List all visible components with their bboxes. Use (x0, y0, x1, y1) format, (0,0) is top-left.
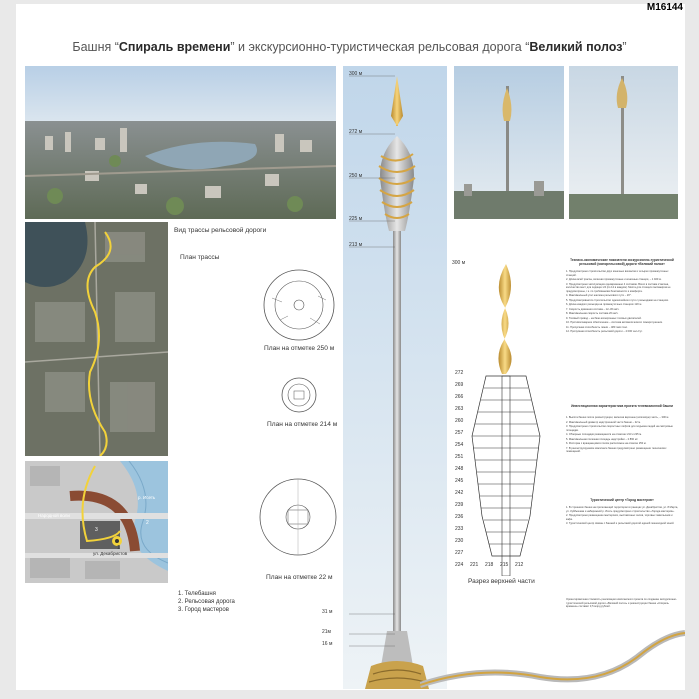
elev-mark-300: 300 м (349, 71, 363, 77)
elev-mark-16: 16 м (322, 641, 333, 647)
section-mark-239: 239 (455, 502, 464, 508)
plan-214-label: План на отметке 214 м (267, 421, 338, 428)
map-street-2: ул. Декабристов (93, 551, 128, 556)
elev-mark-250: 250 м (349, 173, 363, 179)
tower-photo-2-image (569, 66, 678, 219)
section-mark-224: 224 (455, 562, 464, 568)
section-mark-300: 300 м (452, 260, 466, 266)
floor-plan-250-drawing (262, 268, 336, 342)
section-mark-218: 218 (485, 562, 494, 568)
floor-plan-214-drawing (280, 376, 318, 414)
map-num-1: 1 (117, 545, 120, 551)
elev-mark-213: 213 м (349, 242, 363, 248)
note-item: 2. Максимальный диаметр надстроенной части башни – 22 м. (566, 420, 641, 424)
section-mark-215: 215 (500, 562, 509, 568)
note-item: 7. В реконструируемом комплексе башни предусмотрено размещение технических помещений. (566, 446, 667, 453)
note-item: 10. Противопожарное обеспечение – система автоматического пожаротушения. (566, 321, 663, 324)
note-item: 5. Максимальная полезная площадь надстройки – 2 860 м². (566, 437, 639, 441)
note-item: 1. В строениях башни на прилегающей территории в границах ул. Декабристов, ул. 8 Марта, ул. Куйбышева и набережной р. Исеть предусмотрено строительство «Города мастеров». (566, 506, 678, 513)
notes-heading-masters: Туристический центр «Город мастеров» (590, 498, 654, 502)
title-prefix: Башня “ (72, 40, 119, 54)
section-mark-260: 260 (455, 418, 464, 424)
note-item: 3. Предусмотрено эксплуатация одновременно 4 составов. Всего в составе 2 вагона, количество мест для сидящих 24 (по 12 в каждом). Места для стоящих пассажиров не предусмотрены, т.к. по требованиям безопасности и комфорта. (566, 282, 671, 293)
section-mark-236: 236 (455, 514, 464, 520)
rail-view-label: Вид трассы рельсовой дороги (174, 227, 267, 234)
legend-item-masters: 3. Город мастеров (178, 607, 229, 613)
satellite-route-plan (25, 222, 168, 456)
section-mark-266: 266 (455, 394, 464, 400)
section-mark-263: 263 (455, 406, 464, 412)
section-mark-242: 242 (455, 490, 464, 496)
plan-22-label: План на отметке 22 м (266, 574, 333, 581)
upper-section-drawing (450, 256, 560, 576)
section-mark-233: 233 (455, 526, 464, 532)
elev-mark-272: 272 м (349, 129, 363, 135)
map-river: р. Исеть (138, 495, 156, 500)
section-mark-251: 251 (455, 454, 464, 460)
note-item: 3. Предусмотрено строительство скоростных лифтов для подъема людей на смотровые площадки. (566, 425, 673, 432)
notes-masters-list (566, 506, 678, 596)
note-item: 2. Длина всей трассы, включая промежуточные и конечные станции, – 1 920 м. (566, 278, 662, 281)
section-top-label: Разрез верхней части (468, 578, 535, 585)
section-mark-254: 254 (455, 442, 464, 448)
map-street-1: Народной воли (38, 513, 70, 518)
note-item: 2. Предусмотрено размещение мастерских, выставочных залов, торговых павильонов и кафе. (566, 514, 673, 521)
note-item: 12. Пропускная способность рельсовой дороги – 4 000 чел./сут. (566, 330, 643, 333)
section-mark-212: 212 (515, 562, 524, 568)
note-item: 1. Предусмотрено строительство двух конечных вокзалов и четырех промежуточных станций. (566, 270, 669, 277)
note-item: 8. Максимальная скорость состава 20 км/ч. (566, 312, 619, 315)
project-code: M16144 (646, 2, 683, 13)
section-mark-227: 227 (455, 550, 464, 556)
note-item: 6. Ресторан с вращающимся полом расположен на отметке 250 м. (566, 442, 647, 445)
rail-name: Великий полоз (529, 40, 623, 54)
map-num-3: 3 (95, 527, 98, 533)
tower-elevation (343, 66, 447, 689)
elev-mark-21: 21м (322, 629, 331, 635)
section-mark-245: 245 (455, 478, 464, 484)
elev-mark-225: 225 м (349, 216, 363, 222)
section-mark-272: 272 (455, 370, 464, 376)
map-legend (178, 590, 235, 614)
notes-footer: Ориентировочная стоимость реализации комплексного проекта по созданию экскурсионно-туристической рельсовой дороги «Великий полоз» и реконструкции башни «Спираль времени» составит 3,5 млрд рублей. (566, 598, 677, 608)
tower-name: Спираль времени (118, 40, 231, 54)
section-mark-269: 269 (455, 382, 464, 388)
notes-tower-list (566, 416, 678, 494)
page-title (0, 40, 699, 54)
city-panorama-image (25, 66, 336, 219)
note-item: 7. Скорость движения состава – 12–36 км/ч. (566, 307, 620, 311)
notes-rail-list (566, 270, 678, 400)
floor-plan-214 (280, 376, 318, 414)
floor-plan-250 (262, 268, 336, 342)
tower-photo-1 (454, 66, 564, 219)
rail-decoration (420, 615, 685, 690)
legend-item-tower: 1. Телебашня (178, 591, 216, 597)
legend-item-railway: 2. Рельсовая дорога (178, 599, 235, 605)
note-item: 4. Максимальный угол наклона рельсового пути – 20°. (566, 294, 632, 297)
note-item: 3. Туристический центр связан с башней и рельсовой дорогой единой пешеходной зоной. (566, 522, 675, 525)
map-num-2: 2 (146, 520, 149, 526)
notes-heading-rail: Технико-экономические показатели экскурсионно-туристической рельсовой (монорельсовой) дороги «Великий полоз» (570, 258, 674, 266)
satellite-route-image (25, 222, 168, 456)
notes-heading-tower: Инвестиционная характеристика проекта телевизионной башни (571, 404, 673, 408)
elev-mark-31: 31 м (322, 609, 333, 615)
route-plan-label: План трассы (180, 254, 220, 261)
note-item: 11. Пропускная способность линии – 480 пасс./час. (566, 325, 628, 329)
note-item: 4. Обзорные площадки размещаются на отметках 213 и 225 м. (566, 433, 642, 436)
floor-plan-22 (258, 472, 338, 566)
note-item: 9. Тяговый привод – на базе асинхронных тяговых двигателей. (566, 316, 642, 320)
title-middle: ” и экскурсионно-туристическая рельсовая дорога “ (230, 40, 530, 54)
tower-elevation-drawing (343, 66, 447, 689)
tower-photo-2 (569, 66, 678, 219)
section-mark-257: 257 (455, 430, 464, 436)
section-mark-248: 248 (455, 466, 464, 472)
section-mark-221: 221 (470, 562, 479, 568)
title-suffix: ” (622, 40, 627, 54)
plan-250-label: План на отметке 250 м (264, 345, 335, 352)
note-item: 5. Предусматривается строительство одноколейного пути с разъездами на станциях. (566, 298, 669, 302)
note-item: 1. Высота башни после реконструкции, включая верхнюю (шпилевую) часть, – 300 м. (566, 416, 670, 419)
tower-photo-1-image (454, 66, 564, 219)
rail-decoration-svg (420, 615, 685, 690)
city-panorama-photo (25, 66, 336, 219)
upper-section-svg (450, 256, 560, 576)
floor-plan-22-drawing (258, 472, 338, 566)
section-mark-230: 230 (455, 538, 464, 544)
note-item: 6. Длина каждого разъезда на промежуточных станциях 120 м. (566, 303, 642, 306)
